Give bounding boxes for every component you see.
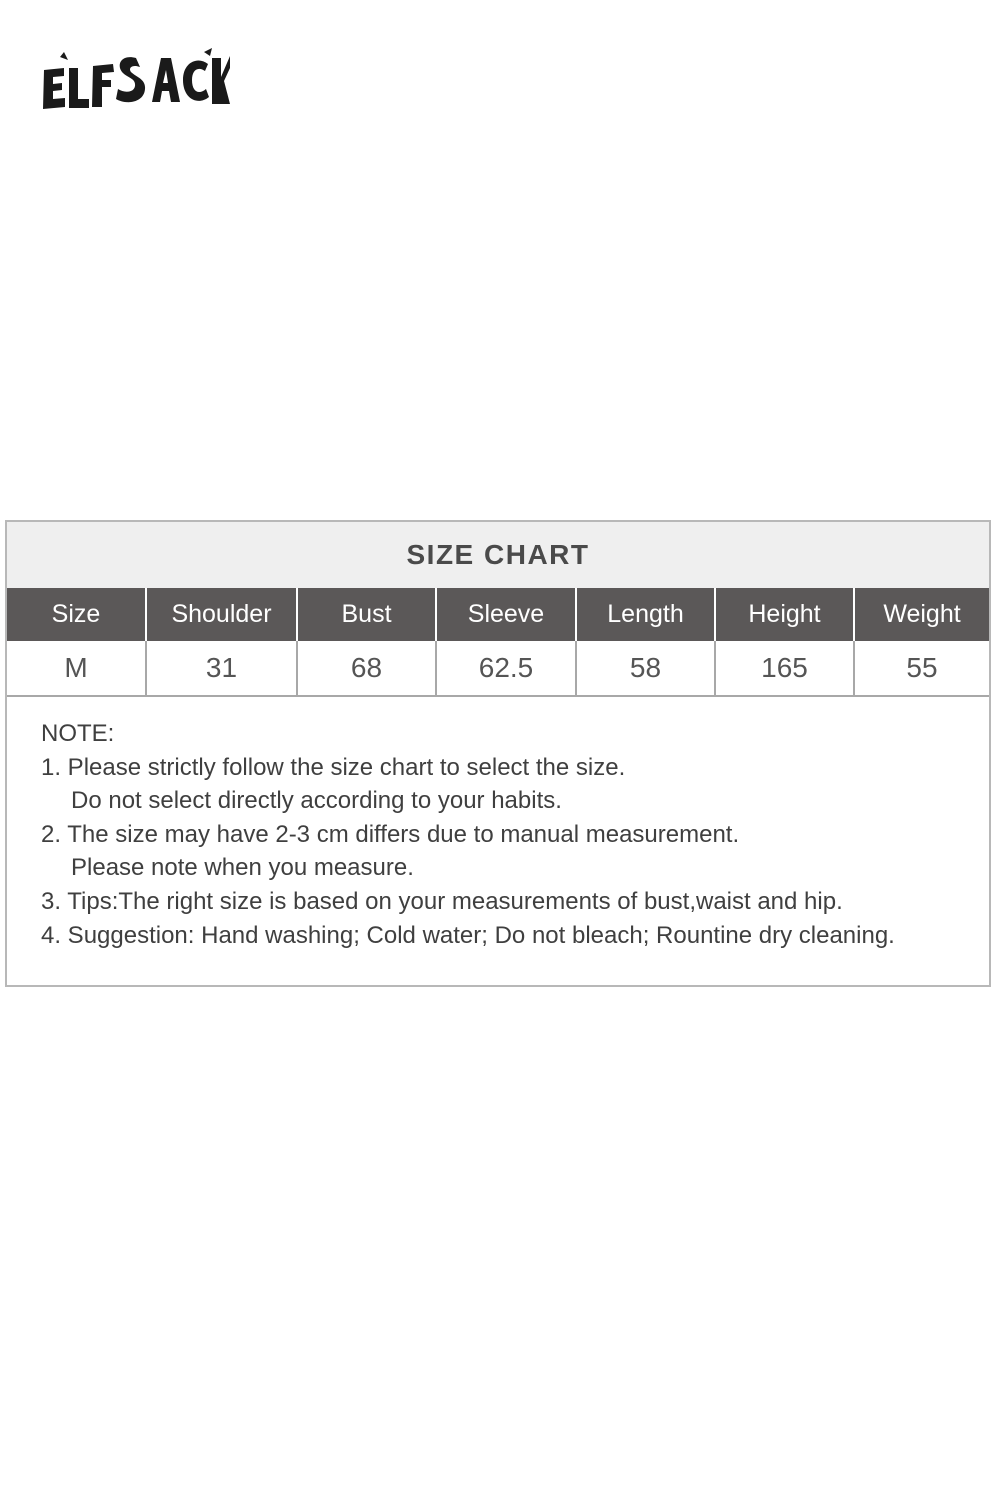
cell-weight: 55	[854, 641, 989, 696]
note-line-2: 2. The size may have 2-3 cm differs due to manual measurement.	[41, 820, 740, 848]
column-header-length: Length	[576, 588, 715, 641]
cell-sleeve: 62.5	[436, 641, 576, 696]
cell-shoulder: 31	[146, 641, 297, 696]
note-line-1: 1. Please strictly follow the size chart to select the size.	[41, 753, 626, 781]
notes-section	[7, 697, 989, 952]
size-chart-title: SIZE CHART	[7, 522, 989, 588]
note-line-3: 3. Tips:The right size is based on your measurements of bust,waist and hip.	[41, 887, 843, 915]
notes-heading: NOTE:	[41, 720, 115, 747]
table-row	[7, 641, 989, 696]
column-header-weight: Weight	[854, 588, 989, 641]
size-chart-card	[5, 520, 991, 987]
column-header-bust: Bust	[297, 588, 436, 641]
brand-logo	[40, 44, 230, 114]
note-line-1-continued: Do not select directly according to your habits.	[71, 787, 562, 815]
cell-length: 58	[576, 641, 715, 696]
note-line-2-continued: Please note when you measure.	[71, 854, 414, 882]
column-header-height: Height	[715, 588, 854, 641]
cell-height: 165	[715, 641, 854, 696]
column-header-sleeve: Sleeve	[436, 588, 576, 641]
cell-size: M	[7, 641, 146, 696]
column-header-size: Size	[7, 588, 146, 641]
cell-bust: 68	[297, 641, 436, 696]
elfsack-logo-graphic	[40, 44, 230, 114]
table-header-row	[7, 588, 989, 641]
column-header-shoulder: Shoulder	[146, 588, 297, 641]
note-line-4: 4. Suggestion: Hand washing; Cold water; Do not bleach; Rountine dry cleaning.	[41, 921, 895, 949]
size-table	[7, 588, 989, 697]
